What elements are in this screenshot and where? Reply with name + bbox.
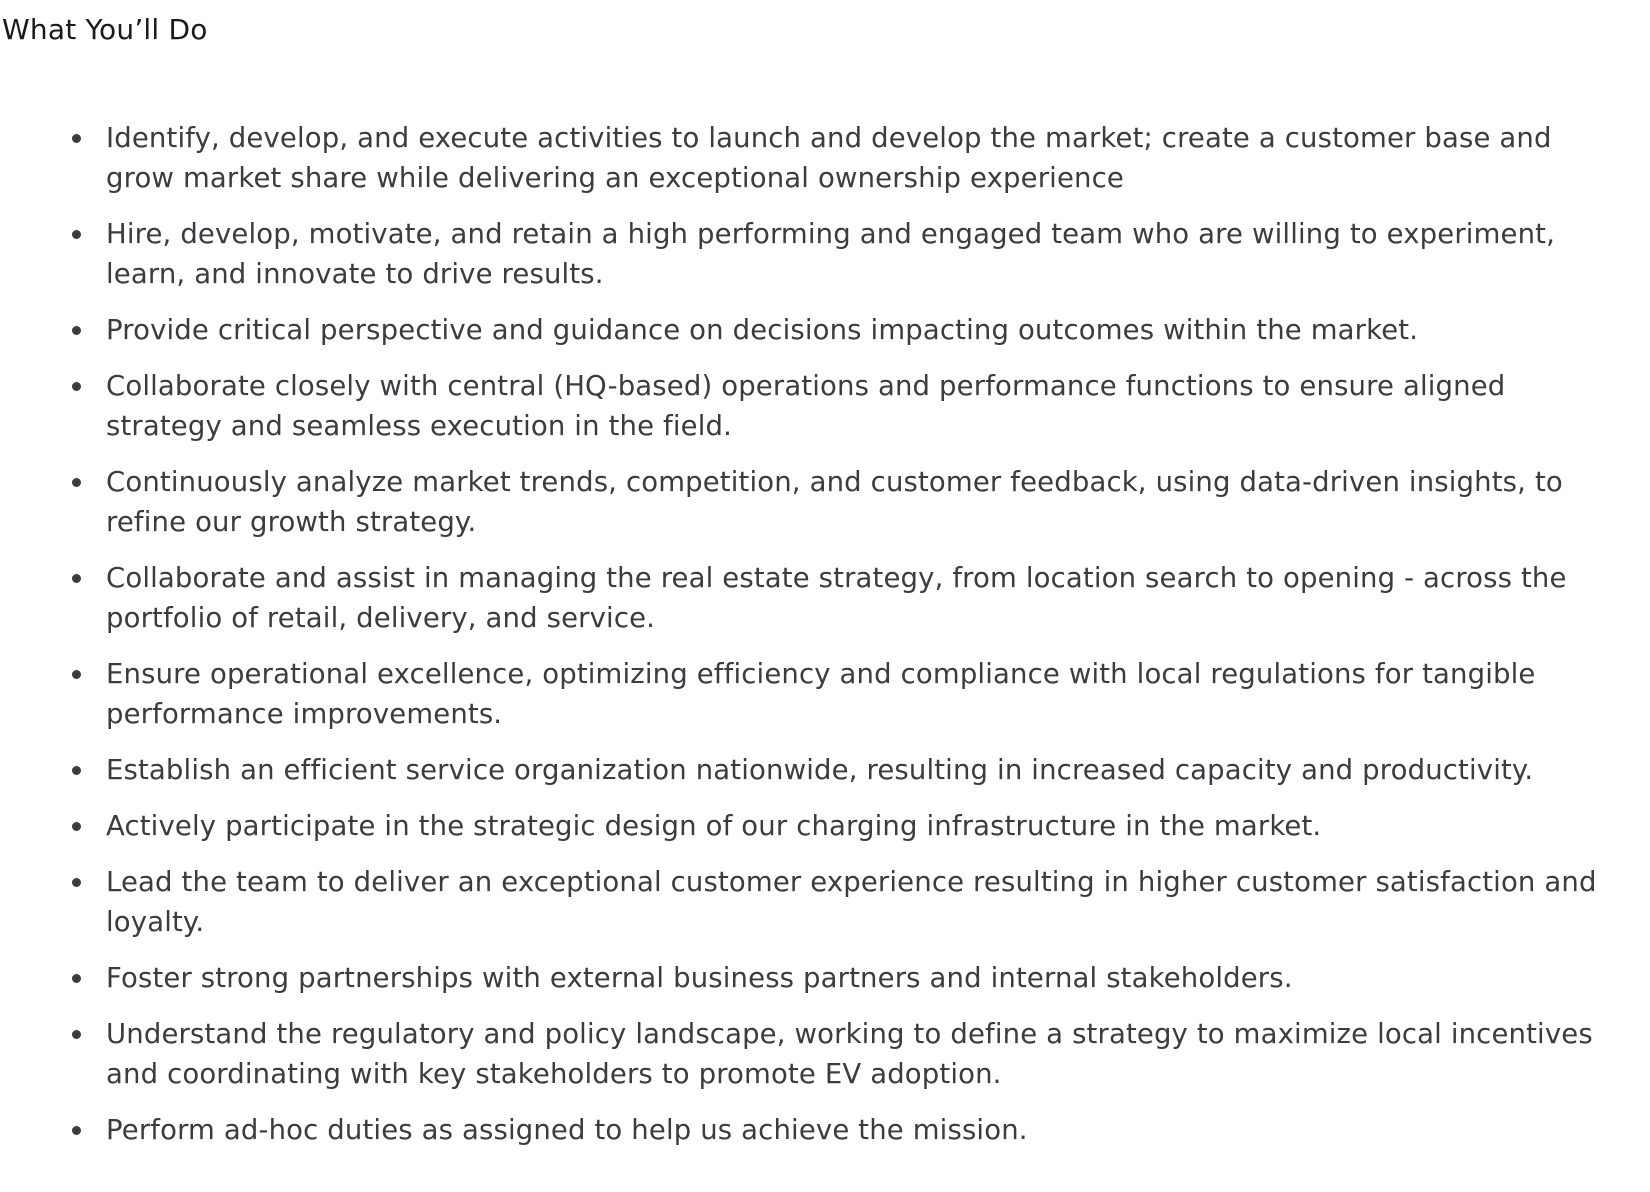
duties-list xyxy=(0,118,1610,1166)
list-item xyxy=(0,654,1610,734)
list-item-text: Continuously analyze market trends, competition, and customer feedback, using data-driven insights, to refine our growth strategy. xyxy=(106,466,1563,538)
list-item-text: Perform ad-hoc duties as assigned to help us achieve the mission. xyxy=(106,1114,1028,1146)
list-item xyxy=(0,1014,1610,1094)
bullet-icon xyxy=(72,822,81,831)
bullet-icon xyxy=(72,134,81,143)
list-item xyxy=(0,958,1610,998)
list-item-text: Identify, develop, and execute activities to launch and develop the market; create a customer base and grow market share while delivering an exceptional ownership experience xyxy=(106,122,1552,194)
bullet-icon xyxy=(72,230,81,239)
bullet-icon xyxy=(72,1030,81,1039)
list-item xyxy=(0,862,1610,942)
list-item-text: Collaborate closely with central (HQ-based) operations and performance functions to ensure aligned strategy and seamless execution in the field. xyxy=(106,370,1506,442)
bullet-icon xyxy=(72,478,81,487)
list-item xyxy=(0,558,1610,638)
bullet-icon xyxy=(72,382,81,391)
list-item xyxy=(0,118,1610,198)
bullet-icon xyxy=(72,574,81,583)
list-item-text: Actively participate in the strategic design of our charging infrastructure in the market. xyxy=(106,810,1322,842)
list-item-text: Provide critical perspective and guidance on decisions impacting outcomes within the market. xyxy=(106,314,1419,346)
list-item xyxy=(0,806,1610,846)
list-item xyxy=(0,1110,1610,1150)
bullet-icon xyxy=(72,766,81,775)
list-item-text: Understand the regulatory and policy landscape, working to define a strategy to maximize local incentives and coordinating with key stakeholders to promote EV adoption. xyxy=(106,1018,1593,1090)
list-item xyxy=(0,214,1610,294)
list-item xyxy=(0,462,1610,542)
section-title: What You’ll Do xyxy=(2,13,208,46)
list-item-text: Establish an efficient service organization nationwide, resulting in increased capacity and productivity. xyxy=(106,754,1534,786)
bullet-icon xyxy=(72,326,81,335)
bullet-icon xyxy=(72,1126,81,1135)
list-item xyxy=(0,750,1610,790)
list-item-text: Collaborate and assist in managing the real estate strategy, from location search to opening - across the portfolio of retail, delivery, and service. xyxy=(106,562,1567,634)
list-item xyxy=(0,366,1610,446)
bullet-icon xyxy=(72,974,81,983)
list-item-text: Ensure operational excellence, optimizing efficiency and compliance with local regulations for tangible performance improvements. xyxy=(106,658,1536,730)
list-item-text: Lead the team to deliver an exceptional customer experience resulting in higher customer satisfaction and loyalty. xyxy=(106,866,1597,938)
list-item-text: Hire, develop, motivate, and retain a high performing and engaged team who are willing to experiment, learn, and innovate to drive results. xyxy=(106,218,1556,290)
list-item xyxy=(0,310,1610,350)
bullet-icon xyxy=(72,878,81,887)
bullet-icon xyxy=(72,670,81,679)
list-item-text: Foster strong partnerships with external business partners and internal stakeholders. xyxy=(106,962,1293,994)
